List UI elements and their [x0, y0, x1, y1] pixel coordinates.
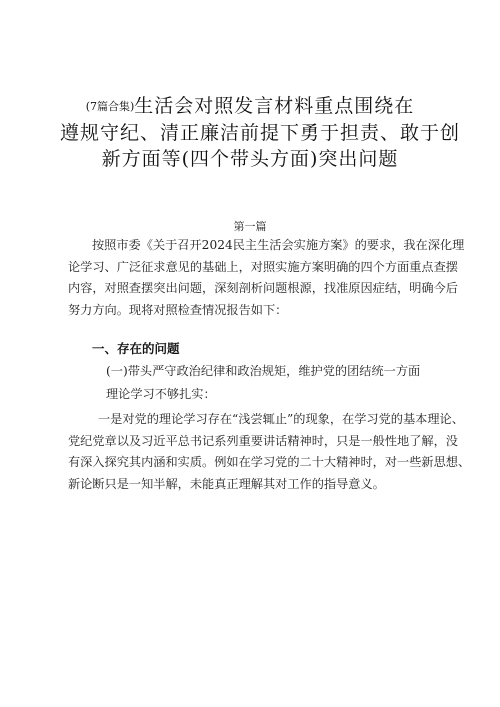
title-line-2: 遵规守纪、清正廉洁前提下勇于担责、敢于创 — [60, 122, 461, 144]
paragraph-line: 有深入探究其内涵和实质。例如在学习党的二十大精神时，对一些新思想、 — [68, 455, 471, 469]
paragraph-line: 按照市委《关于召开2024民主生活会实施方案》的要求，我在深化理 — [92, 238, 465, 252]
section-heading: 一、存在的问题 — [92, 341, 180, 356]
paragraph-line: 新论断只是一知半解，未能真正理解其对工作的指导意义。 — [68, 476, 385, 491]
section-label: 第一篇 — [233, 220, 267, 233]
paragraph-line: 一是对党的理论学习存在“浅尝辄止”的现象，在学习党的基本理论、 — [98, 412, 464, 426]
paragraph-line: 内容，对照查摆突出问题，深刻剖析问题根源，找准原因症结，明确今后 — [68, 281, 458, 295]
document-title — [60, 93, 461, 172]
paragraph-study — [68, 409, 471, 495]
subheading-discipline: (一)带头严守政治纪律和政治规矩，维护党的团结统一方面 — [106, 364, 421, 378]
paragraph-line: 论学习、广泛征求意见的基础上，对照实施方案明确的四个方面重点查摆 — [68, 259, 458, 274]
title-line-1-text: 生活会对照发言材料重点围绕在 — [134, 95, 415, 117]
title-prefix: (7篇合集) — [85, 100, 135, 113]
paragraph-intro — [68, 235, 465, 321]
paragraph-line: 党纪党章以及习近平总书记系列重要讲话精神时，只是一般性地了解，没 — [68, 433, 458, 448]
title-line-3: 新方面等(四个带头方面)突出问题 — [101, 148, 399, 170]
title-line-1 — [60, 93, 440, 120]
paragraph-line: 努力方向。现将对照检查情况报告如下： — [68, 302, 288, 317]
subheading-study: 理论学习不够扎实： — [106, 387, 216, 401]
